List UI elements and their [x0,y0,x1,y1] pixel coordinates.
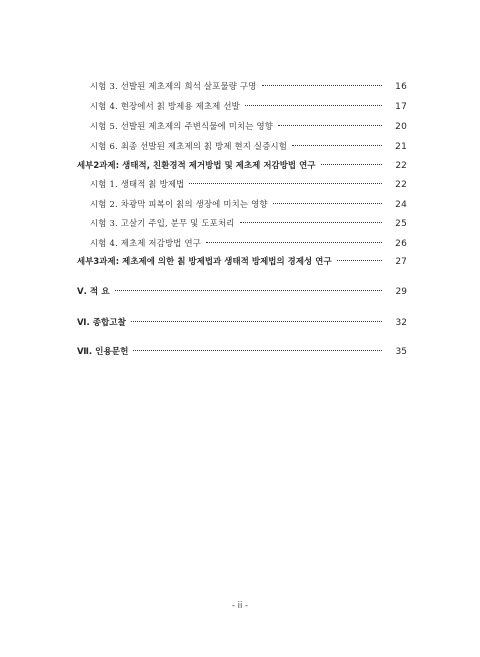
toc-section-entry [77,253,407,269]
dot-leader [273,203,382,204]
page-number-footer: - ii - [231,601,249,611]
toc-entry-page: 20 [395,122,407,132]
toc-entry-label: 세부3과제: 제초제에 의한 칡 방제법과 생태적 방제법의 경제성 연구 [77,256,332,266]
toc-entry-page: 17 [395,102,407,112]
toc-entry [90,98,407,114]
toc-entry-page: 16 [395,82,407,92]
toc-entry-label: 시험 6. 최종 선발된 제초제의 칡 방제 현지 실증시험 [90,141,288,151]
dot-leader [262,85,383,86]
toc-entry [90,176,407,192]
toc-entry-label: 시험 4. 현장에서 칡 방제용 제초제 선발 [90,101,240,111]
toc-entry-label: Ⅵ. 종합고찰 [77,318,126,328]
toc-entry-label: 시험 1. 생태적 칡 방제법 [90,179,185,189]
toc-section-entry [77,157,407,173]
toc-chapter-entry [77,284,407,300]
toc-entry-label: 세부2과제: 생태적, 친환경적 제거방법 및 제초제 저감방법 연구 [77,160,316,170]
toc-entry-page: 21 [395,142,407,152]
toc-entry-page: 26 [395,239,407,249]
toc-entry-label: Ⅴ. 적 요 [77,287,110,297]
toc-entry [90,118,407,134]
dot-leader [240,222,383,223]
dot-leader [189,183,382,184]
toc-entry [90,138,407,154]
dot-leader [337,260,382,261]
toc-entry-label: 시험 3. 고살기 주입, 분무 및 도포처리 [90,218,235,228]
toc-entry [90,78,407,94]
toc-entry [90,215,407,231]
toc-entry-label: Ⅶ. 인용문헌 [77,347,129,357]
dot-leader [278,125,382,126]
toc-entry-label: 시험 4. 제초제 저감방법 연구 [90,238,202,248]
toc-entry-page: 25 [395,219,407,229]
toc-entry-page: 24 [395,200,407,210]
dot-leader [292,145,382,146]
dot-leader [133,350,382,351]
toc-entry-page: 27 [395,257,407,267]
toc-chapter-entry [77,344,407,360]
toc-entry-page: 29 [395,287,407,297]
dot-leader [131,321,382,322]
dot-leader [206,242,382,243]
toc-entry-page: 32 [395,318,407,328]
toc-entry-label: 시험 3. 선발된 제초제의 희석 살포물량 구명 [90,81,257,91]
toc-entry [90,235,407,251]
toc-entry-page: 35 [395,347,407,357]
toc-entry-label: 시험 2. 차광막 피복이 칡의 생장에 미치는 영향 [90,199,268,209]
dot-leader [115,290,382,291]
toc-entry-page: 22 [395,180,407,190]
toc-entry [90,196,407,212]
toc-chapter-entry [77,315,407,331]
toc-entry-label: 시험 5. 선발된 제초제의 주변식물에 미치는 영향 [90,121,274,131]
dot-leader [245,105,382,106]
toc-entry-page: 22 [395,161,407,171]
dot-leader [321,164,382,165]
